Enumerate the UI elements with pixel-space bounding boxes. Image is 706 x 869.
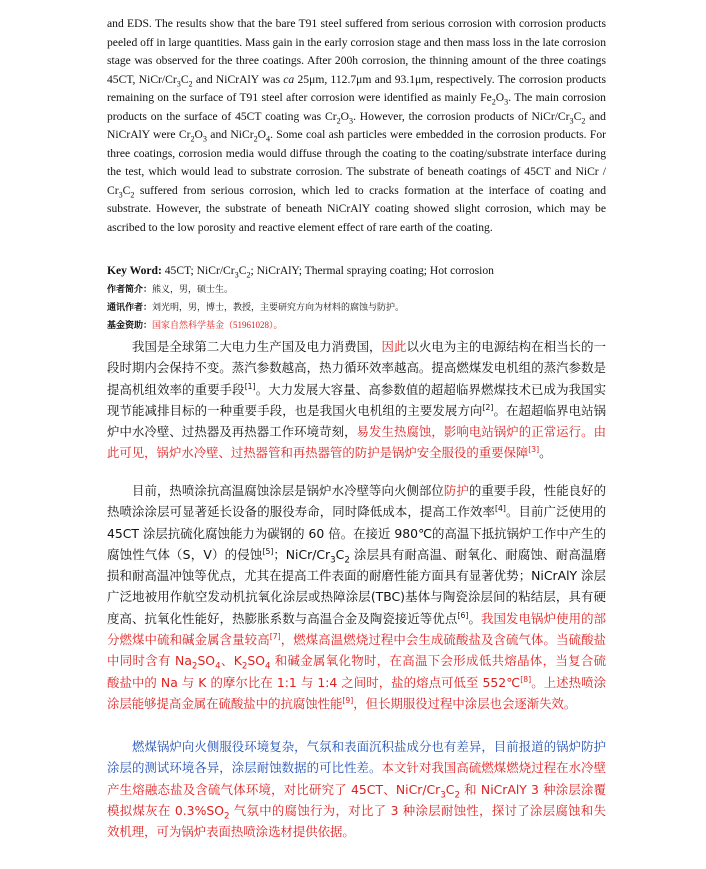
abstract-paragraph: and EDS. The results show that the bare T91 steel suffered from serious corrosion with corrosion products peeled off in large quantities. Mass gain in the early corrosion stage and then mass loss in the late corrosion stage was observed for the three coatings. After 200h corrosion, the thinning amount of the three coatings 45CT, NiCr/$Cr_3C_2$ and NiCrAlY was ca 25μm, 112.7μm and 93.1μm, respectively. The corrosion products remaining on the surface of T91 steel after corrosion were identified as mainly $Fe_2O_3$. The main corrosion products on the surface of 45CT coating was $Cr_2O_3$. However, the corrosion products of NiCr/$Cr_3C_2$ and NiCrAlY were $Cr_2O_3$ and $NiCr_2O_4$. Some coal ash particles were embedded in the corrosion products. For three coatings, corrosion media would diffuse through the coating to the coating/substrate interface during the test, which would lead to substrate corrosion. The substrate of beneath coatings of 45CT and NiCr / $Cr_3C_2$ suffered from serious corrosion, which led to cracks formation at the interface of coating and substrate. However, the substrate of beneath NiCrAlY coating showed slight corrosion, which may be ascribed to the low porosity and reactive element effect of rare earth of the coating. <box>107 17 606 234</box>
body-paragraph-2: 目前，热喷涂抗高温腐蚀涂层是锅炉水冷壁等向火侧部位防护的重要手段，性能良好的热喷涂涂层可显著延长设备的服役寿命，同时降低成本，提高工作效率[4]。目前广泛使用的 45CT 涂层抗硫化腐蚀能力为碳钢的 60 倍。在接近 980℃的高温下抵抗锅炉工作中产生的腐蚀性气体（S，V）的侵蚀[5]；NiCr/$Cr_3C_2$ 涂层具有耐高温、耐氧化、耐腐蚀、耐高温磨损和耐高温冲蚀等优点，尤其在提高工件表面的耐磨性能方面具有显著优势；NiCrAlY 涂层广泛地被用作航空发动机抗氧化涂层或热障涂层(TBC)基体与陶瓷涂层间的粘结层，具有硬度高、抗氧化性能好，热膨胀系数与高温合金及陶瓷接近等优点[6]。我国发电锅炉使用的部分燃煤中硫和碱金属含量较高[7]，燃煤高温燃烧过程中会生成硫酸盐及含硫气体。当硫酸盐中同时含有 $Na_2SO_4$、$K_2SO_4$ 和碱金属氧化物时，在高温下会形成低共熔晶体，当复合硫酸盐中的 Na 与 K 的摩尔比在 1:1 与 1:4 之间时，盐的熔点可低至 552℃[8]。上述热喷涂涂层能够提高金属在硫酸盐中的抗腐蚀性能[9]，但长期服役过程中涂层也会逐渐失效。 <box>107 483 607 711</box>
citation: [6] <box>457 610 469 620</box>
body-paragraph-3: 燃煤锅炉向火侧服役环境复杂，气氛和表面沉积盐成分也有差异，目前报道的锅炉防护涂层的测试环境各异，涂层耐蚀数据的可比性差。本文针对我国高硫燃煤燃烧过程在水冷壁产生熔融态盐及含硫气体环境，对比研究了 45CT、NiCr/$Cr_3C_2$ 和 NiCrAlY 3 种涂层涂覆模拟煤灰在 $0.3\%SO_2$ 气氛中的腐蚀行为，对比了 3 种涂层耐蚀性，探讨了涂层腐蚀和失效机理，可为锅炉表面热喷涂选材提供依据。 <box>107 739 607 840</box>
citation: [5] <box>262 546 274 556</box>
citation: [7] <box>269 631 281 641</box>
funding-info: 基金资助：国家自然科学基金（51961028）。 <box>107 320 283 330</box>
author-info: 作者简介：熊义，男，硕士生。 <box>107 284 234 294</box>
citation: [8] <box>520 674 532 684</box>
keywords: Key Word: 45CT; NiCr/$Cr_3C_2$; NiCrAlY; Thermal spraying coating; Hot corrosion <box>107 264 494 280</box>
english-abstract <box>107 15 606 237</box>
citation: [3] <box>528 445 540 455</box>
keywords-label: Key Word: <box>107 264 162 277</box>
body-paragraph-1: 我国是全球第二大电力生产国及电力消费国，因此以火电为主的电源结构在相当长的一段时期内会保持不变。蒸汽参数越高，热力循环效率越高。提高燃煤发电机组的蒸汽参数是提高机组效率的重要手段[1]。大力发展大容量、高参数值的超超临界燃煤技术已成为我国实现节能减排目标的一种重要手段，也是我国火电机组的主要发展方向[2]。在超超临界电站锅炉中水冷壁、过热器及再热器工作环境苛刻，易发生热腐蚀，影响电站锅炉的正常运行。由此可见，锅炉水冷壁、过热器管和再热器管的防护是锅炉安全服役的重要保障[3]。 <box>107 339 607 461</box>
citation: [9] <box>342 695 354 705</box>
corresponding-author: 通讯作者：刘光明，男，博士，教授，主要研究方向为材料的腐蚀与防护。 <box>107 302 405 312</box>
citation: [1] <box>244 381 256 391</box>
citation: [2] <box>482 402 494 412</box>
citation: [4] <box>495 504 506 514</box>
